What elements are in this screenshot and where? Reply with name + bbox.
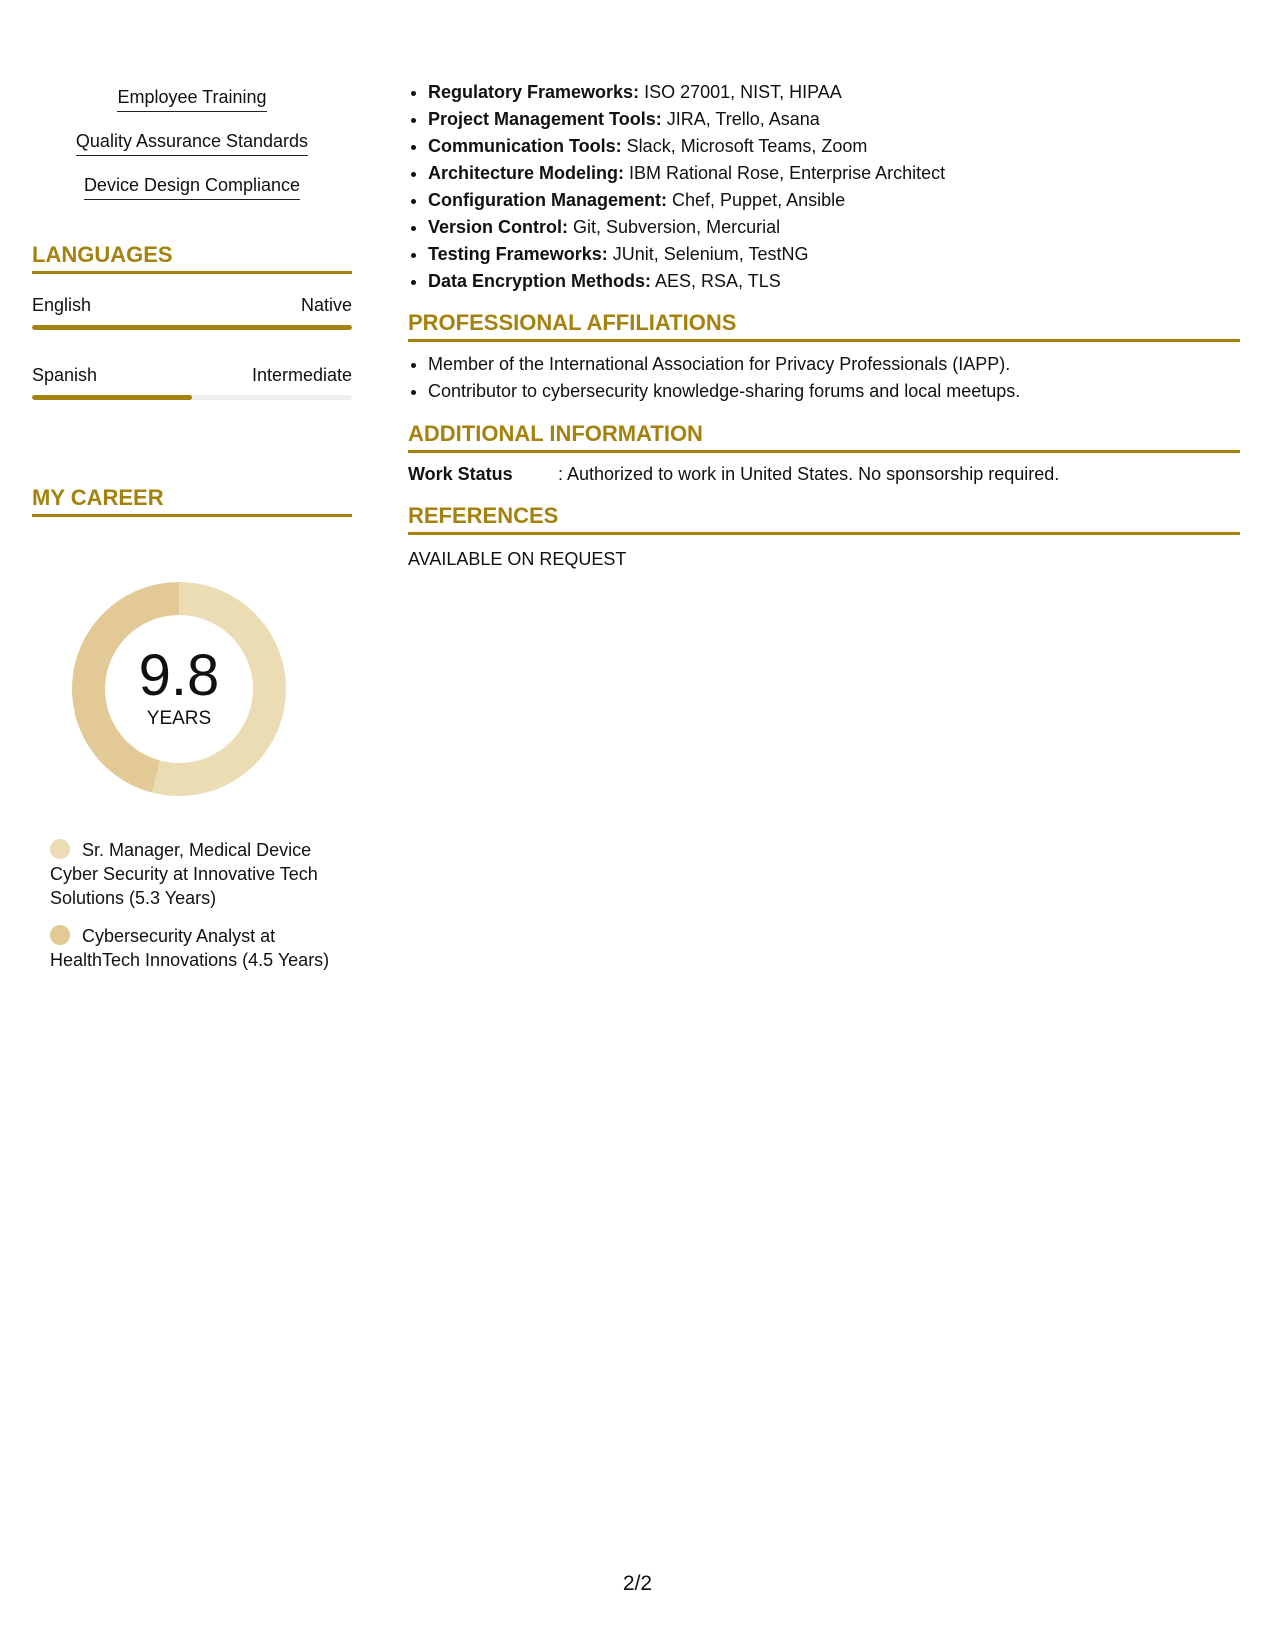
tool-category: Architecture Modeling:: [428, 163, 625, 183]
donut-center: [66, 576, 292, 802]
work-status-value: : Authorized to work in United States. No sponsorship required.: [558, 464, 1060, 484]
skills-list: [32, 86, 352, 218]
tool-category: Configuration Management:: [428, 190, 667, 210]
career-legend: [50, 838, 330, 986]
work-status-row: [408, 462, 1240, 486]
tool-category: Data Encryption Methods:: [428, 271, 652, 291]
career-years-unit: YEARS: [146, 708, 212, 729]
tool-category: Version Control:: [428, 217, 569, 237]
list-item: • Contributor to cybersecurity knowledge-sharing forums and local meetups.: [428, 378, 1240, 405]
tool-values: JUnit, Selenium, TestNG: [607, 244, 809, 264]
tool-values: IBM Rational Rose, Enterprise Architect: [624, 163, 946, 183]
tool-category: Communication Tools:: [428, 136, 622, 156]
tools-list: [408, 79, 1248, 295]
list-item: [428, 268, 1248, 295]
language-name: Spanish: [32, 365, 98, 385]
language-bar-fill: [32, 325, 352, 330]
language-item: [32, 364, 352, 400]
legend-label: Sr. Manager, Medical Device Cyber Security at Innovative Tech Solutions (5.3 Years): [50, 840, 318, 908]
legend-item: [50, 838, 330, 910]
legend-dot: [50, 839, 70, 859]
affiliations-list: [408, 351, 1240, 405]
tool-values: ISO 27001, NIST, HIPAA: [639, 82, 842, 102]
list-item: [428, 79, 1248, 106]
tool-values: AES, RSA, TLS: [651, 271, 781, 291]
career-total-years: 9.8: [138, 643, 220, 708]
language-bar-fill: [32, 395, 192, 400]
tool-category: Regulatory Frameworks:: [428, 82, 640, 102]
additional-heading: ADDITIONAL INFORMATION: [408, 421, 1240, 453]
career-donut-chart: [66, 576, 292, 802]
career-heading: MY CAREER: [32, 485, 352, 517]
legend-item: [50, 924, 330, 972]
list-item: [428, 106, 1248, 133]
additional-section: [408, 421, 1240, 486]
language-item: [32, 294, 352, 330]
references-heading: REFERENCES: [408, 503, 1240, 535]
tool-values: Git, Subversion, Mercurial: [568, 217, 781, 237]
page-number: 2/2: [622, 1572, 653, 1595]
language-name: English: [32, 295, 92, 315]
list-item: [428, 241, 1248, 268]
list-item: [428, 133, 1248, 160]
references-text: AVAILABLE ON REQUEST: [408, 549, 627, 569]
tool-category: Project Management Tools:: [428, 109, 662, 129]
tool-values: Chef, Puppet, Ansible: [667, 190, 846, 210]
skill-tag: Employee Training: [117, 86, 266, 112]
tool-values: Slack, Microsoft Teams, Zoom: [621, 136, 868, 156]
legend-dot: [50, 925, 70, 945]
list-item: [428, 214, 1248, 241]
references-section: [408, 503, 1240, 571]
legend-label: Cybersecurity Analyst at HealthTech Innovations (4.5 Years): [50, 926, 330, 970]
list-item: [428, 187, 1248, 214]
language-level: Intermediate: [251, 365, 352, 385]
skill-tag: Device Design Compliance: [84, 174, 300, 200]
tool-values: JIRA, Trello, Asana: [661, 109, 820, 129]
languages-section: [32, 242, 352, 400]
language-level: Native: [300, 295, 352, 315]
list-item: [428, 160, 1248, 187]
list-item: • Member of the International Association for Privacy Professionals (IAPP).: [428, 351, 1240, 378]
language-bar: [32, 325, 352, 330]
affiliations-heading: PROFESSIONAL AFFILIATIONS: [408, 310, 1240, 342]
tool-category: Testing Frameworks:: [428, 244, 608, 264]
languages-heading: LANGUAGES: [32, 242, 352, 274]
affiliations-section: [408, 310, 1240, 405]
career-section: [32, 485, 352, 517]
skill-tag: Quality Assurance Standards: [76, 130, 308, 156]
work-status-label: Work Status: [408, 464, 513, 484]
language-bar: [32, 395, 352, 400]
